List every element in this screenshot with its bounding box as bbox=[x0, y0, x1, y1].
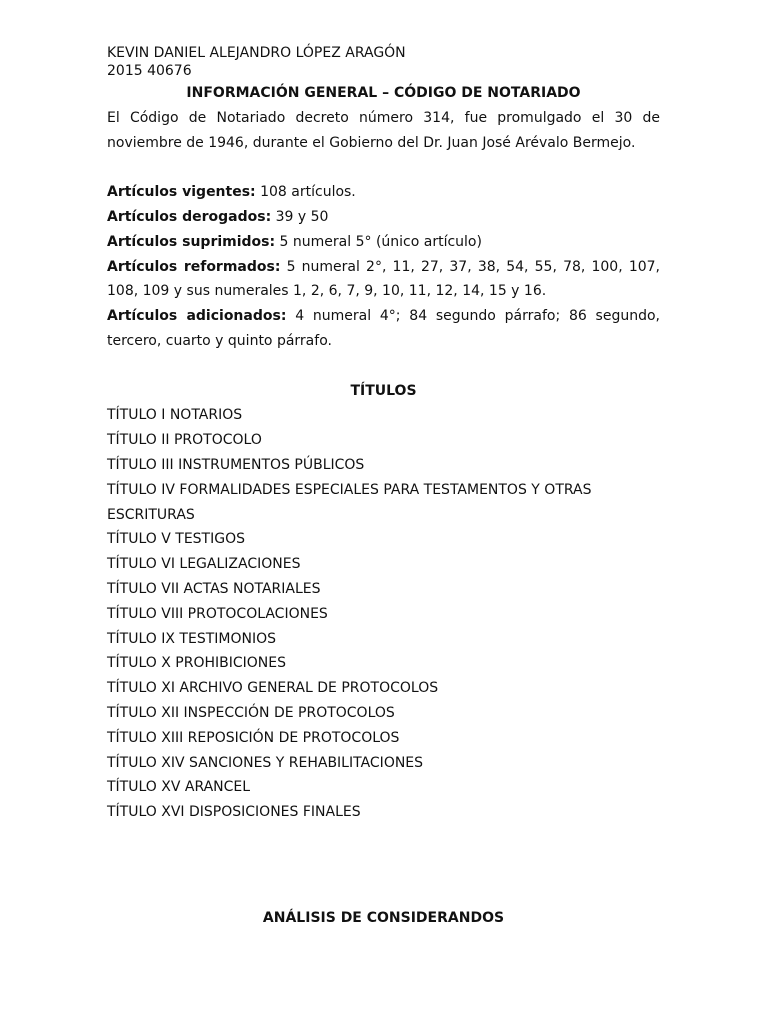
title-item: TÍTULO VI LEGALIZACIONES bbox=[107, 556, 301, 573]
article-value: 108 artículos. bbox=[255, 184, 356, 201]
title-item: TÍTULO I NOTARIOS bbox=[107, 407, 243, 424]
title-item: TÍTULO IV FORMALIDADES ESPECIALES PARA TESTAMENTOS Y OTRAS ESCRITURAS bbox=[107, 481, 592, 523]
title-item: TÍTULO XV ARANCEL bbox=[107, 779, 251, 796]
title-item: TÍTULO V TESTIGOS bbox=[107, 531, 245, 548]
title-item: TÍTULO III INSTRUMENTOS PÚBLICOS bbox=[107, 456, 365, 473]
titles-heading: TÍTULOS bbox=[350, 382, 417, 399]
title-item: TÍTULO IX TESTIMONIOS bbox=[107, 630, 276, 647]
title-item: TÍTULO XIV SANCIONES Y REHABILITACIONES bbox=[107, 754, 424, 771]
article-item-vigentes bbox=[107, 180, 660, 205]
title-item: TÍTULO XII INSPECCIÓN DE PROTOCOLOS bbox=[107, 704, 395, 721]
titles-list bbox=[107, 403, 660, 825]
article-item-suprimidos bbox=[107, 230, 660, 255]
title-item: TÍTULO XIII REPOSICIÓN DE PROTOCOLOS bbox=[107, 729, 400, 746]
title-item: TÍTULO VII ACTAS NOTARIALES bbox=[107, 580, 321, 597]
analysis-heading: ANÁLISIS DE CONSIDERANDOS bbox=[262, 910, 505, 926]
article-item-derogados bbox=[107, 205, 660, 230]
article-label: Artículos reformados: bbox=[107, 258, 281, 275]
article-item-reformados bbox=[107, 255, 660, 305]
blank-line bbox=[107, 155, 660, 180]
article-value: 5 numeral 5° (único artículo) bbox=[275, 233, 482, 250]
analysis-section bbox=[107, 906, 660, 931]
blank-line bbox=[107, 354, 660, 379]
article-value: 5 numeral 2°, 11, 27, 37, 38, 54, 55, 78, 100, 107, 108, 109 y sus numerales 1, 2, 6, 7, 9, 10, 11, 12, 14, 15 y 16. bbox=[107, 258, 660, 300]
articles-list bbox=[107, 180, 660, 354]
article-label: Artículos vigentes: bbox=[107, 184, 256, 201]
intro-paragraph: El Código de Notariado decreto número 314, fue promulgado el 30 de noviembre de 1946, durante el Gobierno del Dr. Juan José Arévalo Bermejo. bbox=[107, 109, 660, 151]
title-item: TÍTULO VIII PROTOCOLACIONES bbox=[107, 605, 328, 622]
document-body bbox=[107, 44, 660, 825]
title-item: TÍTULO X PROHIBICIONES bbox=[107, 655, 286, 672]
article-item-adicionados bbox=[107, 304, 660, 354]
document-title: INFORMACIÓN GENERAL – CÓDIGO DE NOTARIADO bbox=[186, 85, 581, 101]
author-name: KEVIN DANIEL ALEJANDRO LÓPEZ ARAGÓN bbox=[107, 45, 406, 61]
article-value: 4 numeral 4°; 84 segundo párrafo; 86 segundo, tercero, cuarto y quinto párrafo. bbox=[107, 308, 660, 349]
article-value: 39 y 50 bbox=[271, 208, 329, 225]
title-item: TÍTULO II PROTOCOLO bbox=[107, 432, 262, 449]
title-item: TÍTULO XI ARCHIVO GENERAL DE PROTOCOLOS bbox=[107, 680, 439, 697]
author-id: 2015 40676 bbox=[107, 63, 192, 79]
article-label: Artículos suprimidos: bbox=[107, 233, 276, 250]
article-label: Artículos derogados: bbox=[107, 208, 272, 225]
title-item: TÍTULO XVI DISPOSICIONES FINALES bbox=[107, 804, 361, 821]
article-label: Artículos adicionados: bbox=[107, 308, 287, 325]
